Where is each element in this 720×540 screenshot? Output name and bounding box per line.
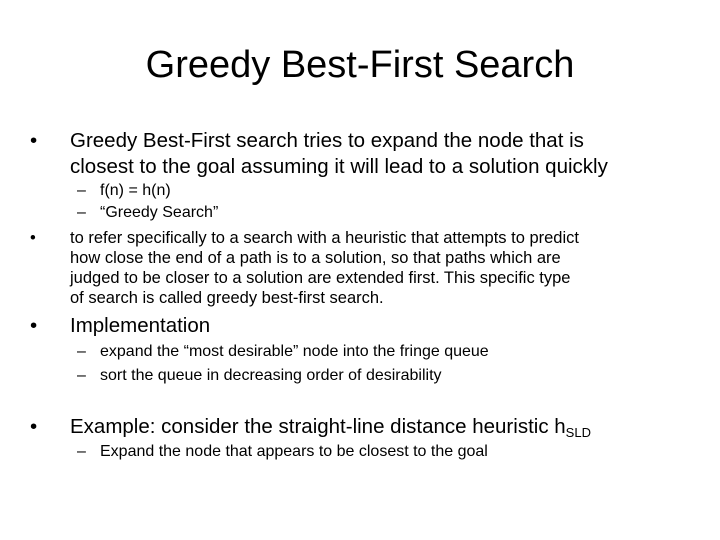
bullet-dot: • bbox=[30, 314, 38, 337]
bullet-1-line-1: Greedy Best-First search tries to expand the node that is bbox=[70, 129, 584, 152]
sub-bullet-text: sort the queue in decreasing order of desirability bbox=[100, 367, 442, 384]
bullet-3-text: Implementation bbox=[70, 314, 211, 337]
bullet-1-line-2: closest to the goal assuming it will lead to a solution quickly bbox=[70, 155, 608, 178]
sub-bullet-dash: – bbox=[77, 204, 86, 221]
sub-bullet-dash: – bbox=[77, 343, 86, 360]
sub-bullet-text: expand the “most desirable” node into the fringe queue bbox=[100, 343, 489, 360]
slide-title: Greedy Best-First Search bbox=[145, 44, 575, 86]
bullet-4-subscript: SLD bbox=[565, 425, 591, 440]
sub-bullet-dash: – bbox=[77, 182, 86, 199]
bullet-2-line-3: judged to be closer to a solution are extended first. This specific type bbox=[70, 269, 571, 287]
sub-bullet-dash: – bbox=[77, 367, 86, 384]
sub-bullet-text: “Greedy Search” bbox=[100, 204, 219, 221]
bullet-2-line-2: how close the end of a path is to a solution, so that paths which are bbox=[70, 249, 561, 267]
bullet-2-line-1: to refer specifically to a search with a heuristic that attempts to predict bbox=[70, 229, 579, 247]
sub-bullet-dash: – bbox=[77, 443, 86, 460]
sub-bullet-text: Expand the node that appears to be closest to the goal bbox=[100, 443, 488, 460]
bullet-dot: • bbox=[30, 229, 36, 247]
bullet-2-line-4: of search is called greedy best-first search. bbox=[70, 289, 384, 307]
bullet-dot: • bbox=[30, 129, 38, 152]
bullet-dot: • bbox=[30, 415, 38, 438]
sub-bullet-text: f(n) = h(n) bbox=[100, 182, 171, 199]
bullet-4-main: Example: consider the straight-line distance heuristic h bbox=[70, 415, 566, 438]
